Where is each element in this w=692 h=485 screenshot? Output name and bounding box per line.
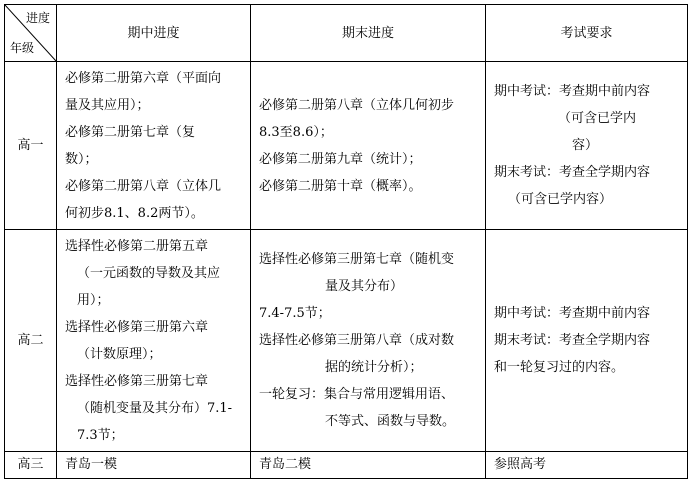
text-line: 参照高考 <box>494 457 547 472</box>
final-cell <box>251 230 486 452</box>
grade-label: 高三 <box>5 452 57 479</box>
text-line: 必修第二册第六章（平面向 <box>65 70 222 86</box>
midterm-cell <box>57 62 251 230</box>
text-line: 必修第二册第十章（概率）。 <box>259 178 422 194</box>
text-line: 量及其应用）； <box>65 97 150 113</box>
text-line: 必修第二册第七章（复 <box>65 124 196 140</box>
grade-row <box>5 452 688 479</box>
text-line: 选择性必修第三册第七章（随机变 <box>259 252 455 267</box>
text-line: 期末考试：考查全学期内容 <box>494 333 651 348</box>
header-final: 期末进度 <box>251 5 486 62</box>
text-line: （随机变量及其分布）7.1- <box>77 400 233 416</box>
corner-label-progress: 进度 <box>25 11 50 25</box>
midterm-cell <box>57 230 251 452</box>
midterm-cell <box>57 452 251 479</box>
text-line: 选择性必修第三册第六章 <box>65 319 209 335</box>
text-line: （计数原理）； <box>77 346 162 362</box>
text-line: 青岛二模 <box>259 457 312 472</box>
exam-cell <box>486 230 688 452</box>
text-line: 必修第二册第八章（立体几 <box>65 178 222 194</box>
text-line: （可含已学内 <box>558 111 637 126</box>
text-line: 容） <box>572 138 599 153</box>
exam-cell <box>486 452 688 479</box>
text-line: 必修第二册第八章（立体几何初步 <box>259 97 455 113</box>
text-line: （一元函数的导数及其应 <box>77 265 221 281</box>
grade-label: 高一 <box>5 62 57 230</box>
text-line: 和一轮复习过的内容。 <box>494 360 625 375</box>
text-line: 何初步8.1、8.2两节）。 <box>65 205 204 221</box>
text-line: 必修第二册第九章（统计）； <box>259 151 422 167</box>
final-cell <box>251 62 486 230</box>
header-row <box>5 5 688 62</box>
text-line: 选择性必修第三册第七章 <box>65 373 209 389</box>
grade-row <box>5 230 688 452</box>
text-line: 7.3节； <box>77 427 124 443</box>
text-line: 选择性必修第三册第八章（成对数 <box>259 333 455 348</box>
text-line: 用）； <box>77 292 110 308</box>
text-line: 一轮复习：集合与常用逻辑用语、 <box>259 387 455 402</box>
header-exam: 考试要求 <box>486 5 688 62</box>
text-line: 期末考试：考查全学期内容 <box>494 165 651 180</box>
corner-label-grade: 年级 <box>10 41 35 55</box>
text-line: 8.3至8.6）； <box>259 124 333 140</box>
header-midterm: 期中进度 <box>57 5 251 62</box>
text-line: 不等式、函数与导数。 <box>325 414 456 429</box>
text-line: 期中考试：考查期中前内容 <box>494 84 651 99</box>
text-line: 青岛一模 <box>65 457 118 472</box>
exam-cell <box>486 62 688 230</box>
schedule-table <box>4 4 688 479</box>
text-line: 7.4-7.5节； <box>259 306 331 321</box>
final-cell <box>251 452 486 479</box>
text-line: （可含已学内容） <box>508 192 613 207</box>
text-line: 选择性必修第二册第五章 <box>65 238 209 254</box>
grade-label: 高二 <box>5 230 57 452</box>
corner-header <box>5 5 57 62</box>
text-line: 期中考试：考查期中前内容 <box>494 306 651 321</box>
text-line: 据的统计分析）； <box>325 360 423 375</box>
grade-row <box>5 62 688 230</box>
text-line: 量及其分布） <box>325 279 404 294</box>
text-line: 数）； <box>65 151 98 167</box>
